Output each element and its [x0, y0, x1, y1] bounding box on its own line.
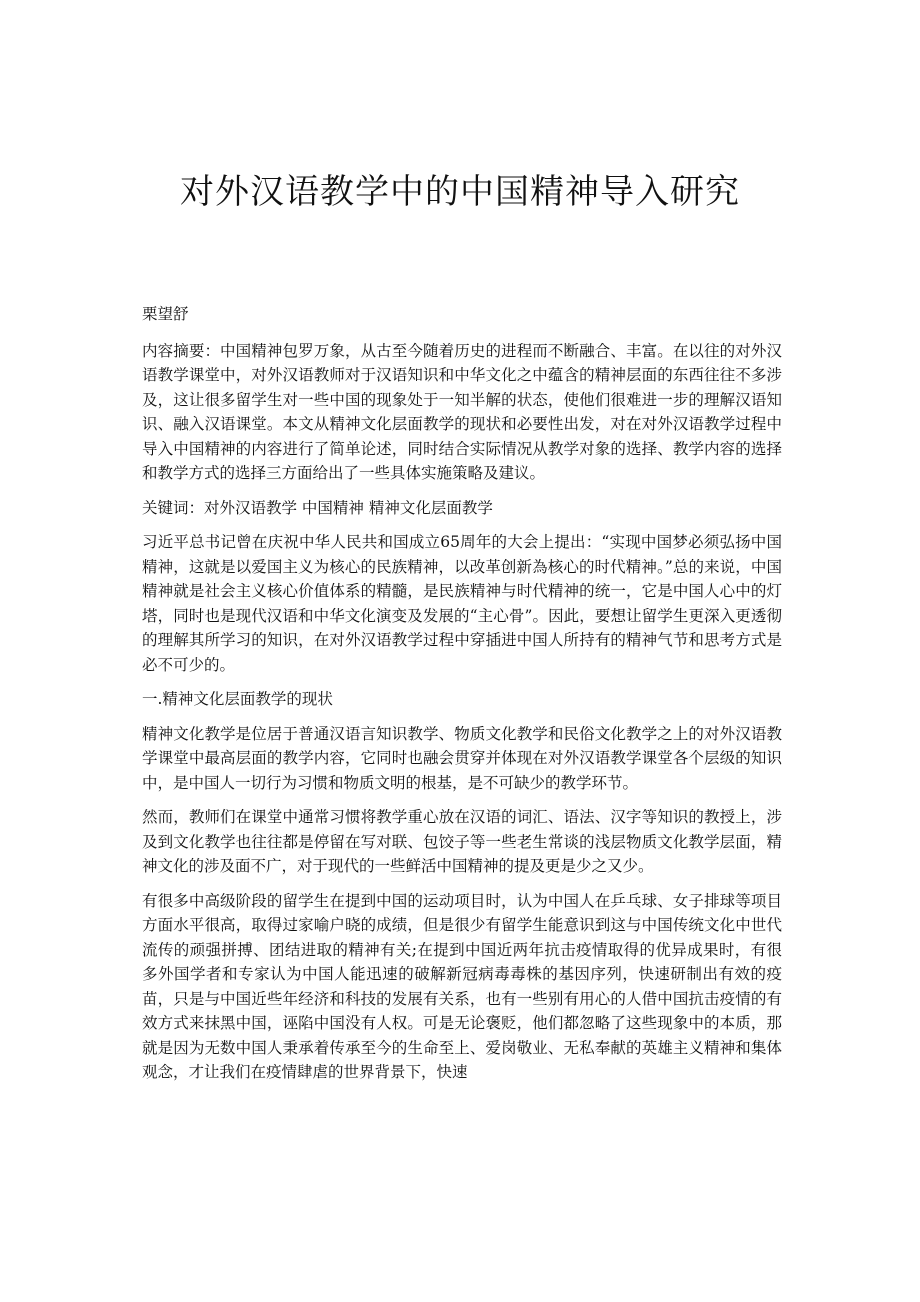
section-paragraph-1: 精神文化教学是位居于普通汉语言知识教学、物质文化教学和民俗文化教学之上的对外汉语教学课堂中最高层面的教学内容，它同时也融会贯穿并体现在对外汉语教学课堂各个层级的知识中，是中国人一切行为习惯和物质文明的根基，是不可缺少的教学环节。: [142, 724, 782, 792]
keywords-line: 关键词：对外汉语教学 中国精神 精神文化层面教学: [142, 498, 493, 517]
paper-body: [142, 302, 782, 1095]
section-heading: 一.精神文化层面教学的现状: [142, 690, 333, 708]
abstract-paragraph: 内容摘要：中国精神包罗万象，从古至今随着历史的进程而不断融合、丰富。在以往的对外汉语教学课堂中，对外汉语教师对于汉语知识和中华文化之中蕴含的精神层面的东西往往不多涉及，这让很多留学生对一些中国的现象处于一知半解的状态，使他们很难进一步的理解汉语知识、融入汉语课堂。本文从精神文化层面教学的现状和必要性出发，对在对外汉语教学过程中导入中国精神的内容进行了简单论述，同时结合实际情况从教学对象的选择、教学内容的选择和教学方式的选择三方面给出了一些具体实施策略及建议。: [142, 341, 782, 482]
paper-title: 对外汉语教学中的中国精神导入研究: [180, 172, 740, 212]
section-paragraph-2: 然而，教师们在课堂中通常习惯将教学重心放在汉语的词汇、语法、汉字等知识的教授上，涉及到文化教学也往往都是停留在写对联、包饺子等一些老生常谈的浅层物质文化教学层面，精神文化的涉及面不广，对于现代的一些鲜活中国精神的提及更是少之又少。: [142, 808, 782, 875]
section-paragraph-3: 有很多中高级阶段的留学生在提到中国的运动项目时，认为中国人在乒乓球、女子排球等项目方面水平很高，取得过家喻户晓的成绩，但是很少有留学生能意识到这与中国传统文化中世代流传的顽强拼搏、团结进取的精神有关;在提到中国近两年抗击疫情取得的优异成果时，有很多外国学者和专家认为中国人能迅速的破解新冠病毒毒株的基因序列，快速研制出有效的疫苗，只是与中国近些年经济和科技的发展有关系，也有一些别有用心的人借中国抗击疫情的有效方式来抹黑中国，诬陷中国没有人权。可是无论褒贬，他们都忽略了这些现象中的本质，那就是因为无数中国人秉承着传承至今的生命至上、爱岗敬业、无私奉献的英雄主义精神和集体观念，才让我们在疫情肆虐的世界背景下，快速: [142, 891, 782, 1081]
author-name: 栗望舒: [142, 305, 189, 323]
intro-paragraph: 习近平总书记曾在庆祝中华人民共和国成立65周年的大会上提出：“实现中国梦必须弘扬中国精神，这就是以爱国主义为核心的民族精神，以改革创新為核心的时代精神。”总的来说，中国精神就是社会主义核心价值体系的精髓，是民族精神与时代精神的统一，它是中国人心中的灯塔，同时也是现代汉语和中华文化演变及发展的“主心骨”。因此，要想让留学生更深入更透彻的理解其所学习的知识，在对外汉语教学过程中穿插进中国人所持有的精神气节和思考方式是必不可少的。: [142, 533, 782, 674]
